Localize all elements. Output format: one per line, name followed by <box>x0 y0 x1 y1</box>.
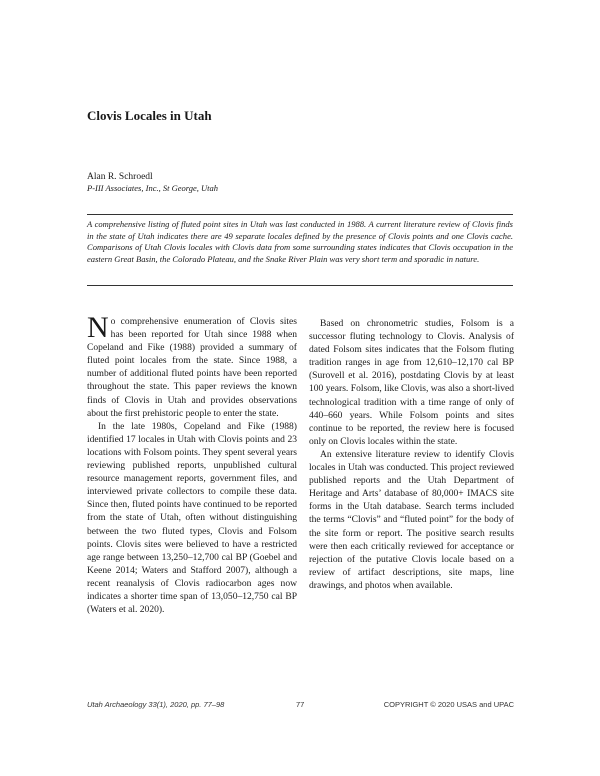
author-name: Alan R. Schroedl <box>87 172 153 182</box>
author-affiliation: P-III Associates, Inc., St George, Utah <box>87 183 219 193</box>
paragraph: In the late 1980s, Copeland and Fike (1988) identified 17 locales in Utah with Clovis points and 23 locations with Folsom points. They spent several years reviewing published reports, unpublished cultural resource management reports, government files, and interviewed private collectors to compile these data. Since then, fluted points have continued to be reported from the state of Utah, often without distinguishing between the two fluted types, Clovis and Folsom points. Clovis sites were believed to have a restricted age range between 13,250–12,700 cal BP (Goebel and Keene 2014; Waters and Stafford 2007), although a recent reanalysis of Clovis radiocarbon ages now indicates a shorter time span of 13,050–12,750 cal BP (Waters et al. 2020). <box>87 420 297 616</box>
paragraph-intro <box>87 311 297 420</box>
abstract-top-rule <box>87 214 513 215</box>
page-number: 77 <box>296 700 305 709</box>
abstract-bottom-rule <box>87 285 513 286</box>
drop-cap: N <box>87 311 109 344</box>
paragraph: An extensive literature review to identify Clovis locales in Utah was conducted. This project reviewed published reports and the Utah Department of Heritage and Arts’ database of 80,000+ IMACS site forms in the Utah database. Search terms included the terms “Clovis” and “fluted point” for the body of the site form or report. The positive search results were then each critically reviewed for acceptance or rejection of the putative Clovis locale based on a review of artifact descriptions, site maps, line drawings, and photos when available. <box>309 448 514 591</box>
footer-journal: Utah Archaeology 33(1), 2020, pp. 77–98 <box>87 700 225 709</box>
abstract: A comprehensive listing of fluted point sites in Utah was last conducted in 1988. A current literature review of Clovis finds in the state of Utah indicates there are 49 separate locales defined by the presence of Clovis points and one Clovis cache. Comparisons of Utah Clovis locales with Clovis data from some surrounding states indicates that Clovis occupation in the eastern Great Basin, the Colorado Plateau, and the Snake River Plain was very short term and sporadic in nature. <box>87 219 513 264</box>
article-title: Clovis Locales in Utah <box>87 108 212 123</box>
body-column-left <box>87 311 297 616</box>
footer-copyright: COPYRIGHT © 2020 USAS and UPAC <box>383 700 514 709</box>
body-column-right <box>309 317 514 592</box>
paragraph-intro-text: o comprehensive enumeration of Clovis sites has been reported for Utah since 1988 when Copeland and Fike (1988) provided a summary of fluted point locales from the state. Since 1988, a number of additional fluted points have been reported throughout the state. This paper reviews the known finds of Clovis in Utah and provides observations about the first prehistoric people to enter the state. <box>87 316 297 419</box>
paragraph: Based on chronometric studies, Folsom is a successor fluting technology to Clovis. Analysis of dated Folsom sites indicates that the Folsom fluting tradition ranges in age from 12,610–12,170 cal BP (Surovell et al. 2016), postdating Clovis by at least 100 years. Folsom, like Clovis, was also a short-lived technological tradition with a time range of only of 440–660 years. While Folsom points and sites continue to be reported, the review here is focused only on Clovis locales within the state. <box>309 318 514 447</box>
